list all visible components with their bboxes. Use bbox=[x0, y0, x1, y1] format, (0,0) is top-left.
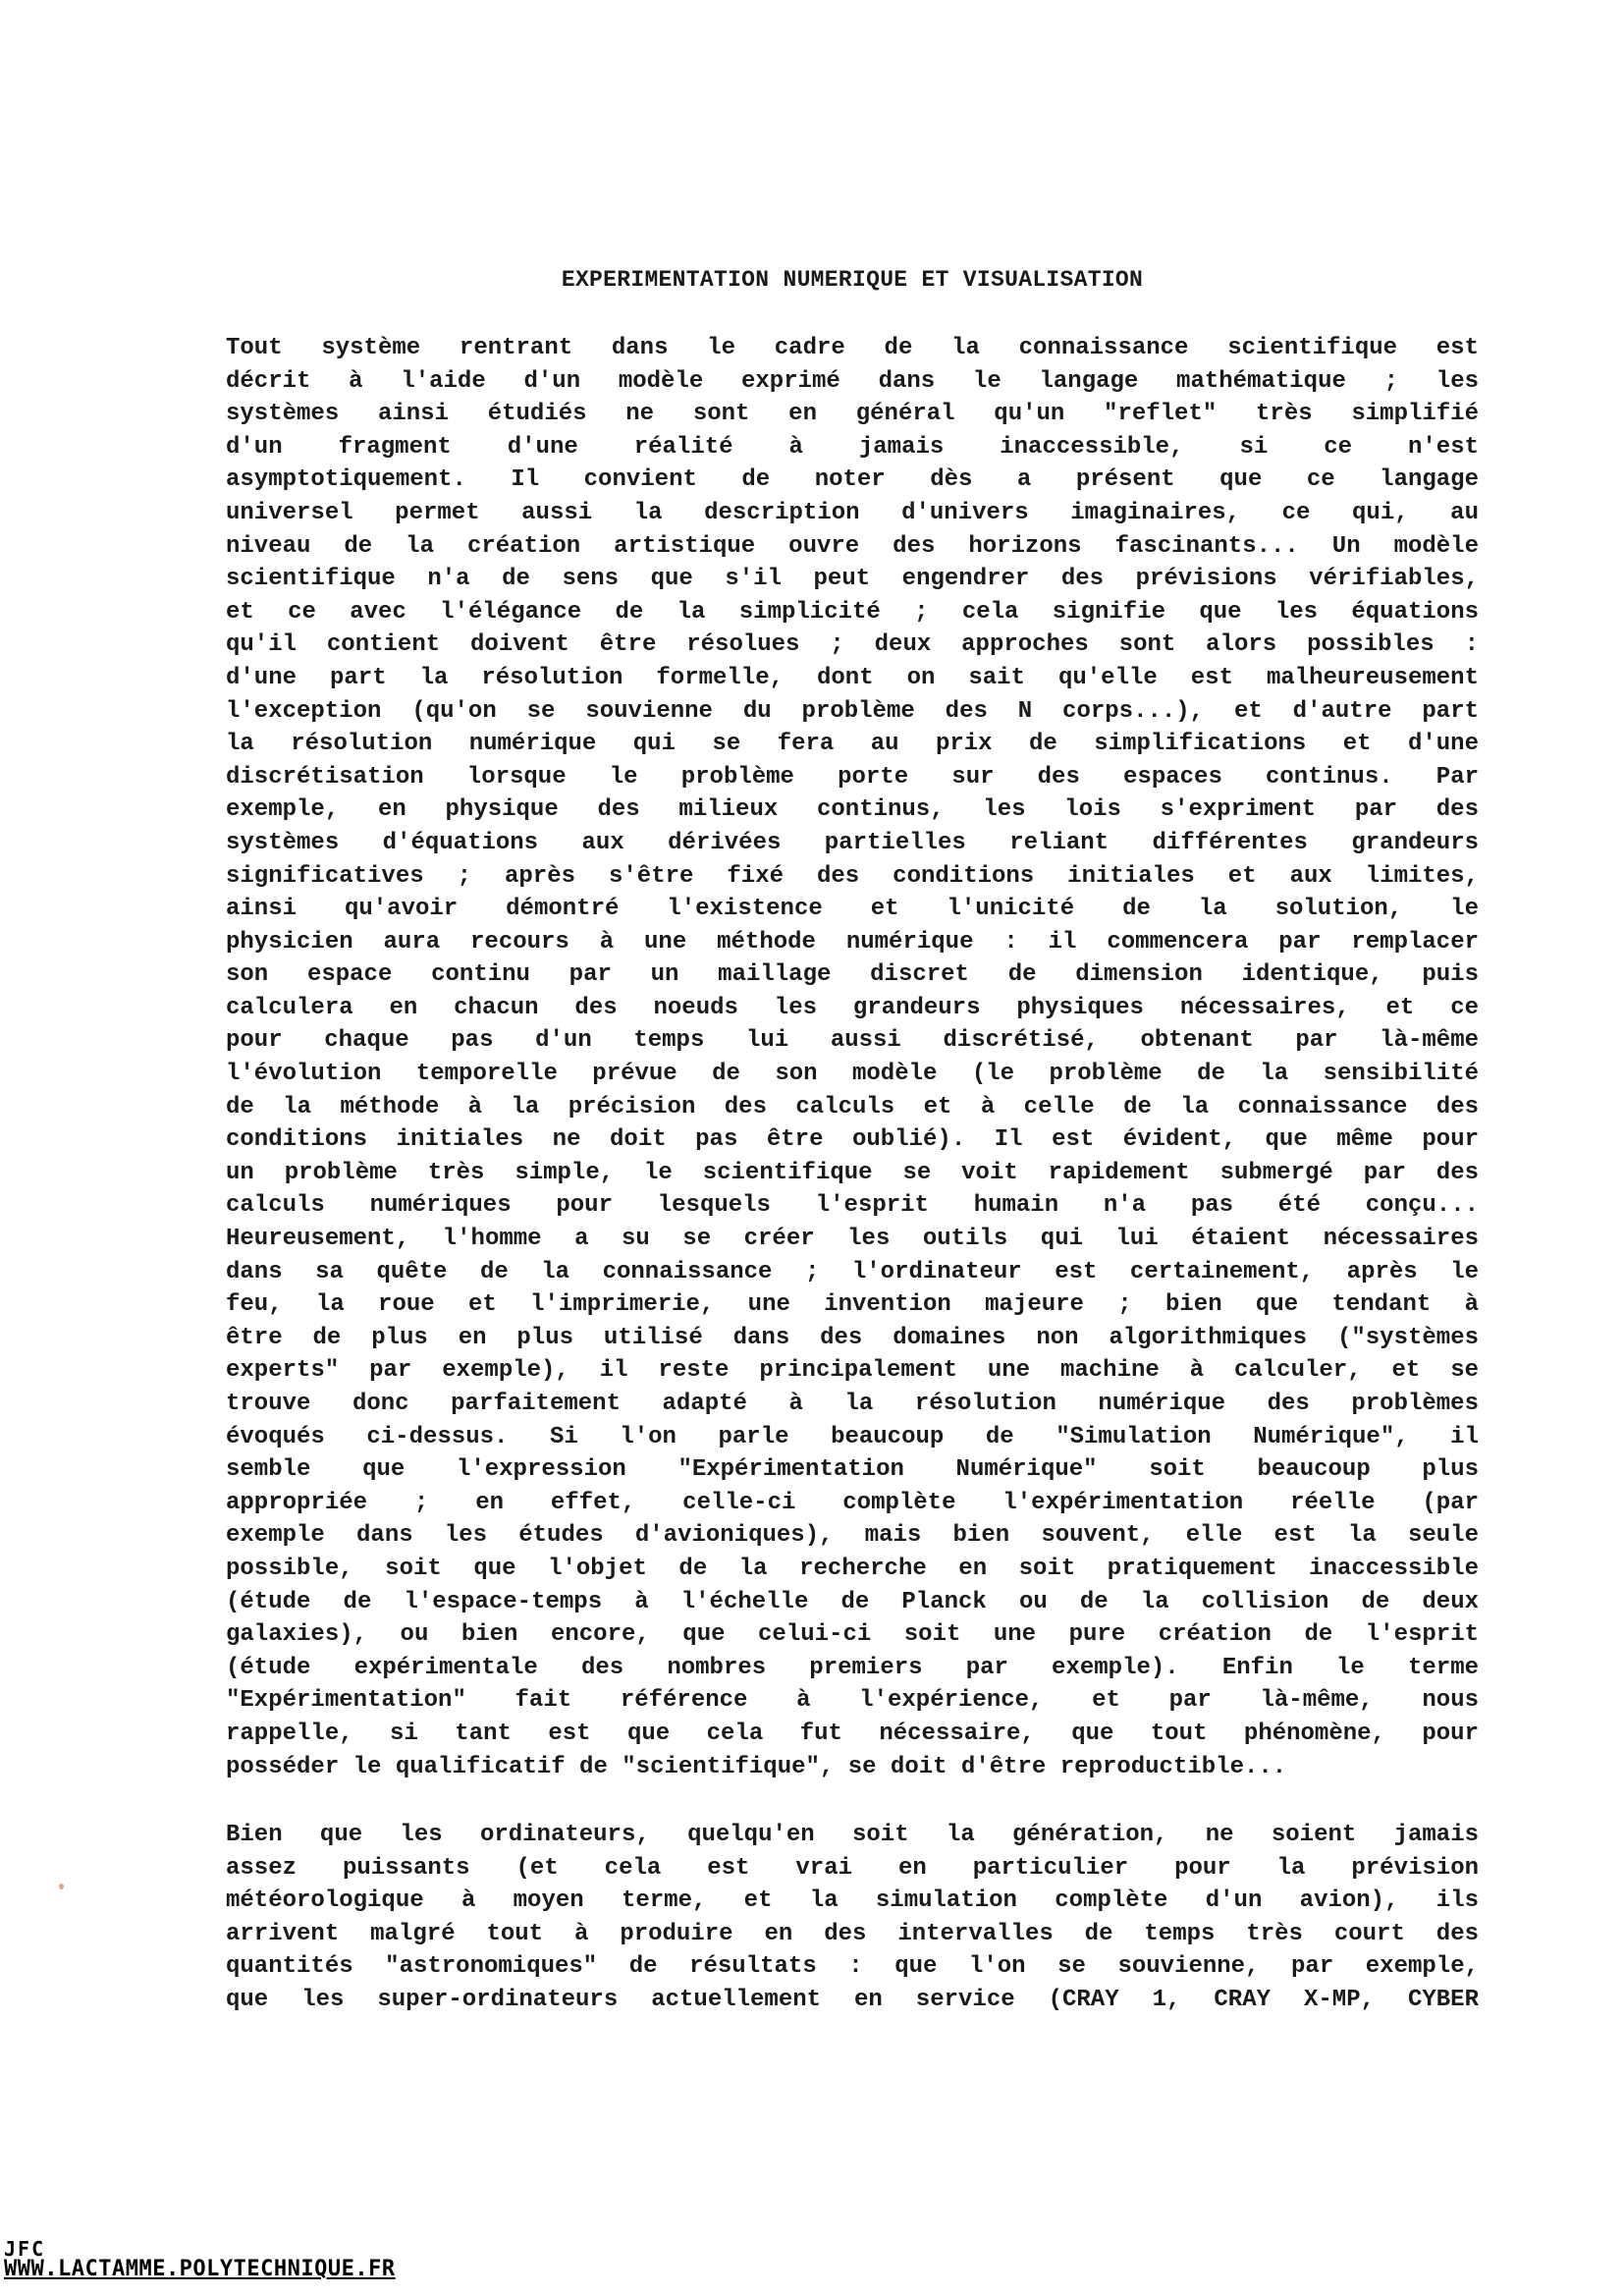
text-line: calculs numériques pour lesquels l'esprit humain n'a pas été conçu... bbox=[226, 1192, 1479, 1220]
document-title: EXPERIMENTATION NUMERIQUE ET VISUALISATION bbox=[561, 267, 1144, 293]
paper-speck bbox=[59, 1884, 64, 1889]
text-line: trouve donc parfaitement adapté à la résolution numérique des problèmes bbox=[226, 1391, 1479, 1417]
text-line: rappelle, si tant est que cela fut nécessaire, que tout phénomène, pour bbox=[226, 1720, 1479, 1747]
text-line: d'un fragment d'une réalité à jamais inaccessible, si ce n'est bbox=[226, 433, 1479, 461]
text-line: systèmes ainsi étudiés ne sont en général qu'un "reflet" très simplifié bbox=[226, 401, 1479, 428]
text-line: son espace continu par un maillage discret de dimension identique, puis bbox=[226, 961, 1479, 989]
text-line: Tout système rentrant dans le cadre de la connaissance scientifique est bbox=[226, 335, 1479, 361]
text-line: qu'il contient doivent être résolues ; deux approches sont alors possibles : bbox=[226, 631, 1479, 659]
text-line: l'exception (qu'on se souvienne du problème des N corps...), et d'autre part bbox=[226, 697, 1479, 725]
text-line: discrétisation lorsque le problème porte sur des espaces continus. Par bbox=[226, 763, 1479, 791]
text-line: météorologique à moyen terme, et la simulation complète d'un avion), ils bbox=[226, 1887, 1479, 1915]
text-line: appropriée ; en effet, celle-ci complète l'expérimentation réelle (par bbox=[226, 1489, 1479, 1516]
paragraph-2 bbox=[226, 1819, 1479, 2017]
text-line: physicien aura recours à une méthode numérique : il commencera par remplacer bbox=[226, 928, 1479, 956]
text-line: galaxies), ou bien encore, que celui-ci soit une pure création de l'esprit bbox=[226, 1621, 1479, 1649]
text-line: scientifique n'a de sens que s'il peut engendrer des prévisions vérifiables, bbox=[226, 566, 1479, 593]
text-line: feu, la roue et l'imprimerie, une invention majeure ; bien que tendant à bbox=[226, 1291, 1479, 1319]
text-line: Heureusement, l'homme a su se créer les outils qui lui étaient nécessaires bbox=[226, 1226, 1479, 1253]
text-line: significatives ; après s'être fixé des conditions initiales et aux limites, bbox=[226, 862, 1479, 890]
text-line: exemple dans les études d'avioniques), mais bien souvent, elle est la seule bbox=[226, 1522, 1479, 1550]
text-line: pour chaque pas d'un temps lui aussi discrétisé, obtenant par là-même bbox=[226, 1027, 1479, 1055]
text-line: d'une part la résolution formelle, dont on sait qu'elle est malheureusement bbox=[226, 664, 1479, 691]
text-line: conditions initiales ne doit pas être oublié). Il est évident, que même pour bbox=[226, 1126, 1479, 1154]
footer-watermark bbox=[4, 2239, 396, 2280]
text-line: être de plus en plus utilisé dans des domaines non algorithmiques ("systèmes bbox=[226, 1324, 1479, 1351]
text-line: calculera en chacun des noeuds les grandeurs physiques nécessaires, et ce bbox=[226, 994, 1479, 1021]
text-line: exemple, en physique des milieux continus, les lois s'expriment par des bbox=[226, 796, 1479, 824]
text-line: universel permet aussi la description d'univers imaginaires, ce qui, au bbox=[226, 499, 1479, 526]
text-line: de la méthode à la précision des calculs et à celle de la connaissance des bbox=[226, 1093, 1479, 1121]
text-line: l'évolution temporelle prévue de son modèle (le problème de la sensibilité bbox=[226, 1061, 1479, 1088]
text-line: niveau de la création artistique ouvre des horizons fascinants... Un modèle bbox=[226, 532, 1479, 560]
text-line: dans sa quête de la connaissance ; l'ordinateur est certainement, après le bbox=[226, 1258, 1479, 1285]
text-line: ainsi qu'avoir démontré l'existence et l'unicité de la solution, le bbox=[226, 896, 1479, 923]
text-line: que les super-ordinateurs actuellement en service (CRAY 1, CRAY X-MP, CYBER bbox=[226, 1986, 1479, 2013]
text-line: quantités "astronomiques" de résultats : que l'on se souvienne, par exemple, bbox=[226, 1953, 1479, 1981]
text-line: un problème très simple, le scientifique se voit rapidement submergé par des bbox=[226, 1159, 1479, 1186]
text-line: "Expérimentation" fait référence à l'expérience, et par là-même, nous bbox=[226, 1687, 1479, 1715]
text-line: possible, soit que l'objet de la recherche en soit pratiquement inaccessible bbox=[226, 1555, 1479, 1582]
text-line: semble que l'expression "Expérimentation Numérique" soit beaucoup plus bbox=[226, 1456, 1479, 1484]
text-line: évoqués ci-dessus. Si l'on parle beaucoup de "Simulation Numérique", il bbox=[226, 1423, 1479, 1450]
text-line: experts" par exemple), il reste principalement une machine à calculer, et se bbox=[226, 1357, 1479, 1385]
paragraph-1 bbox=[226, 332, 1479, 1783]
text-line: (étude de l'espace-temps à l'échelle de Planck ou de la collision de deux bbox=[226, 1588, 1479, 1615]
text-line: asymptotiquement. Il convient de noter dès a présent que ce langage bbox=[226, 466, 1479, 494]
text-line: décrit à l'aide d'un modèle exprimé dans le langage mathématique ; les bbox=[226, 367, 1479, 395]
text-line: (étude expérimentale des nombres premiers par exemple). Enfin le terme bbox=[226, 1654, 1479, 1681]
text-line: arrivent malgré tout à produire en des intervalles de temps très court des bbox=[226, 1920, 1479, 1947]
text-line: la résolution numérique qui se fera au prix de simplifications et d'une bbox=[226, 731, 1479, 758]
text-line: assez puissants (et cela est vrai en particulier pour la prévision bbox=[226, 1854, 1479, 1882]
text-line: Bien que les ordinateurs, quelqu'en soit la génération, ne soient jamais bbox=[226, 1822, 1479, 1848]
text-line: et ce avec l'élégance de la simplicité ; cela signifie que les équations bbox=[226, 598, 1479, 626]
footer-logo: JFC bbox=[4, 2237, 46, 2261]
text-line: systèmes d'équations aux dérivées partielles reliant différentes grandeurs bbox=[226, 829, 1479, 856]
footer-url[interactable]: WWW.LACTAMME.POLYTECHNIQUE.FR bbox=[4, 2257, 396, 2281]
text-line: posséder le qualificatif de "scientifique", se doit d'être reproductible... bbox=[226, 1753, 1287, 1780]
